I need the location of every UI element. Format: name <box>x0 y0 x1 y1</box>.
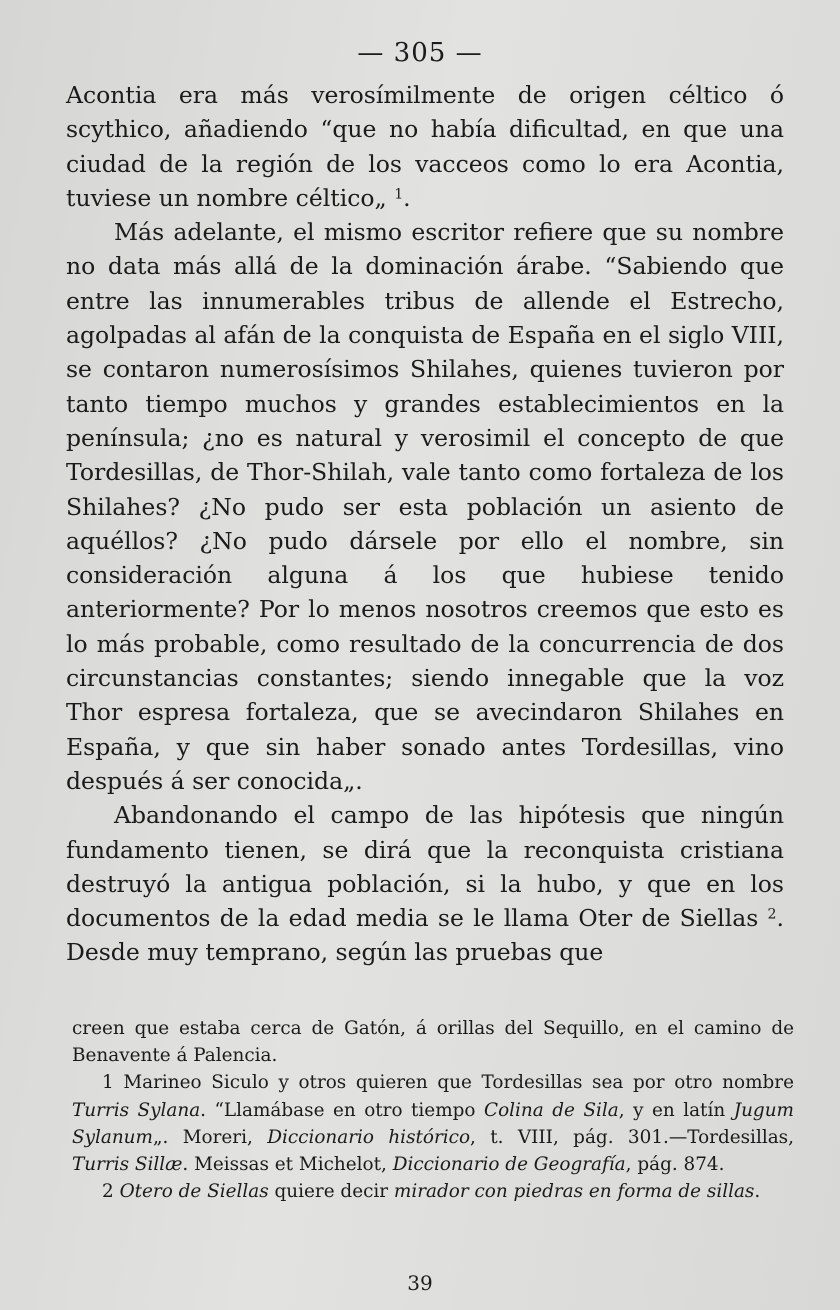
footnote-ref-2: 2 <box>767 906 777 923</box>
footnote-1-italic: Turris Sylana <box>72 1099 201 1121</box>
footnote-1-italic: Turris Sillæ <box>72 1154 183 1176</box>
footnote-1-text: , t. VIII, pág. 301.—Tordesillas, <box>470 1126 794 1148</box>
footnote-1-text: Marineo Siculo y otros quieren que Tordesillas sea por otro nombre <box>123 1072 794 1094</box>
footnote-1-italic: Diccionario de Geografía <box>392 1154 626 1176</box>
paragraph-3 <box>66 798 784 969</box>
footnotes <box>72 1015 794 1205</box>
page-number: — 305 — <box>357 38 483 68</box>
paragraph-1-end: . <box>403 183 411 212</box>
footnote-2-number: 2 <box>102 1181 114 1203</box>
footnote-1-number: 1 <box>102 1072 114 1094</box>
footnote-continuation: creen que estaba cerca de Gatón, á orillas del Sequillo, en el camino de Benavente á Palencia. <box>72 1018 794 1067</box>
footnote-1 <box>72 1069 794 1178</box>
footnote-2-italic: Otero de Siellas <box>119 1181 269 1203</box>
footnote-2-text: quiere decir <box>274 1181 389 1203</box>
footnote-1-text: . Meissas et Michelot, <box>182 1154 387 1176</box>
body-text <box>66 78 784 970</box>
footnote-2-italic: mirador con piedras en forma de sillas <box>393 1181 755 1203</box>
footnote-1-italic: Colina de Sila <box>484 1099 619 1121</box>
footnote-1-text: . “Llamábase en otro tiempo <box>200 1099 476 1121</box>
footnote-1-text: „. Moreri, <box>152 1126 253 1148</box>
footnote-1-italic: Diccionario histórico <box>267 1126 471 1148</box>
paragraph-2: Más adelante, el mismo escritor refiere que su nombre no data más allá de la dominación árabe. “Sabiendo que entre las innumerables tribus de allende el Estrecho, agolpadas al afán de la conquista de España en el siglo VIII, se contaron numerosísimos Shilahes, quienes tuvieron por tanto tiempo muchos y grandes establecimientos en la península; ¿no es natural y verosimil el concepto de que Tordesillas, de Thor-Shilah, vale tanto como fortaleza de los Shilahes? ¿No pudo ser esta población un asiento de aquéllos? ¿No pudo dársele por ello el nombre, sin consideración alguna á los que hubiese tenido anteriormente? Por lo menos nosotros creemos que esto es lo más probable, como resultado de la concurrencia de dos circunstancias constantes; siendo innegable que la voz Thor espresa fortaleza, que se avecindaron Shilahes en España, y que sin haber sonado antes Tordesillas, vino después á ser conocida„. <box>66 218 784 795</box>
footnote-1-text: , y en latín <box>618 1099 726 1121</box>
footnote-1-italic: Jugum Sylanum <box>72 1099 794 1148</box>
paragraph-1 <box>66 78 784 215</box>
paragraph-1-text: Acontia era más verosímilmente de origen céltico ó scythico, añadiendo “que no había dificultad, en que una ciudad de la región de los vacceos como lo era Acontia, tuviese un nombre céltico„ <box>66 81 784 212</box>
footnote-2 <box>72 1178 794 1205</box>
paragraph-3-text-a: Abandonando el campo de las hipótesis que ningún fundamento tienen, se dirá que la reconquista cristiana destruyó la antigua población, si la hubo, y que en los documentos de la edad media se le llama Oter de Siellas <box>66 801 784 933</box>
signature-mark: 39 <box>407 1271 433 1295</box>
paragraph-3-text-b: . Desde muy temprano, según las pruebas que <box>66 904 784 967</box>
footnote-1-text: , pág. 874. <box>625 1154 725 1176</box>
footnote-ref-1: 1 <box>394 186 404 203</box>
footnote-2-text: . <box>754 1181 761 1203</box>
